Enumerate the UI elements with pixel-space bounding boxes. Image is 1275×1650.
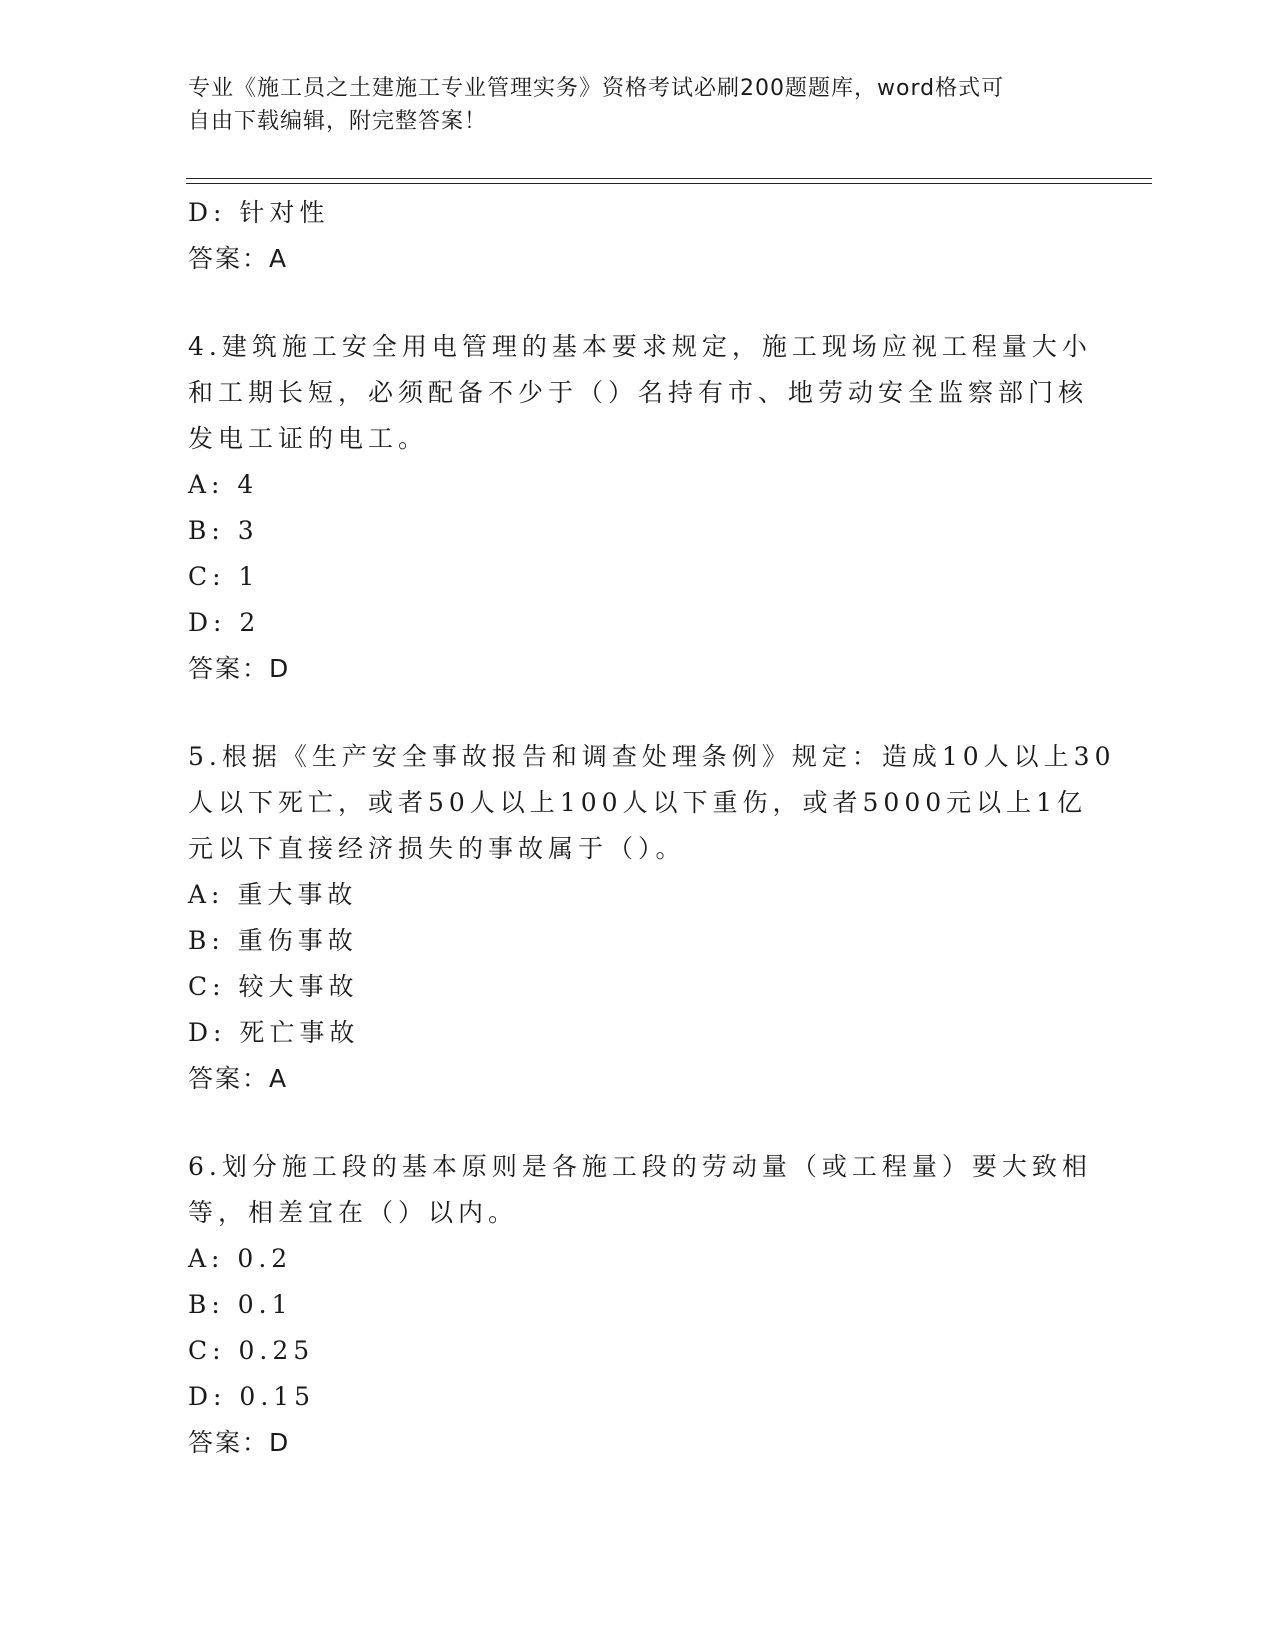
question-5-stem-line: 元以下直接经济损失的事故属于（）。 (188, 834, 686, 863)
question-5-stem-line: 人以下死亡，或者50人以上100人以下重伤，或者5000元以上1亿 (188, 788, 1088, 817)
prev-option-d: D: 针对性 (188, 198, 330, 227)
prev-answer: 答案：A (188, 244, 289, 273)
question-6-option-a: A: 0.2 (188, 1244, 293, 1273)
question-5-stem (188, 734, 1116, 872)
question-4-stem (188, 324, 1092, 462)
question-5-option-c: C: 较大事故 (188, 972, 359, 1001)
question-6-option-b: B: 0.1 (188, 1290, 293, 1319)
question-4 (188, 324, 1092, 692)
question-6-stem-line: 等，相差宜在（）以内。 (188, 1198, 519, 1227)
question-4-option-d: D: 2 (188, 608, 261, 637)
question-6 (188, 1144, 1092, 1466)
question-6-answer: 答案：D (188, 1428, 291, 1457)
question-5-option-b: B: 重伤事故 (188, 926, 358, 955)
spacer (188, 692, 1088, 734)
question-content (188, 190, 1116, 1466)
question-6-option-d: D: 0.15 (188, 1382, 316, 1411)
question-4-option-b: B: 3 (188, 516, 259, 545)
question-4-option-a: A: 4 (188, 470, 259, 499)
question-4-answer: 答案：D (188, 654, 291, 683)
question-5-answer: 答案：A (188, 1064, 289, 1093)
question-6-stem-line: 6.划分施工段的基本原则是各施工段的劳动量（或工程量）要大致相 (188, 1152, 1092, 1181)
header-title-line-2: 自由下载编辑，附完整答案！ (188, 109, 488, 134)
page-header (188, 72, 1068, 138)
question-5-stem-line: 5.根据《生产安全事故报告和调查处理条例》规定：造成10人以上30 (188, 742, 1116, 771)
question-4-stem-line: 和工期长短，必须配备不少于（）名持有市、地劳动安全监察部门核 (188, 378, 1089, 407)
question-5-option-d: D: 死亡事故 (188, 1018, 360, 1047)
question-4-stem-line: 发电工证的电工。 (188, 424, 429, 453)
header-divider-top (186, 178, 1152, 179)
question-5 (188, 734, 1116, 1102)
question-4-option-c: C: 1 (188, 562, 260, 591)
question-6-option-c: C: 0.25 (188, 1336, 315, 1365)
header-divider-bottom (186, 183, 1152, 184)
question-6-stem (188, 1144, 1092, 1236)
question-5-option-a: A: 重大事故 (188, 880, 358, 909)
spacer (188, 1102, 1088, 1144)
spacer (188, 282, 1088, 324)
question-4-stem-line: 4.建筑施工安全用电管理的基本要求规定，施工现场应视工程量大小 (188, 332, 1092, 361)
header-title-line-1: 专业《施工员之土建施工专业管理实务》资格考试必刷200题题库，word格式可 (188, 76, 1005, 101)
